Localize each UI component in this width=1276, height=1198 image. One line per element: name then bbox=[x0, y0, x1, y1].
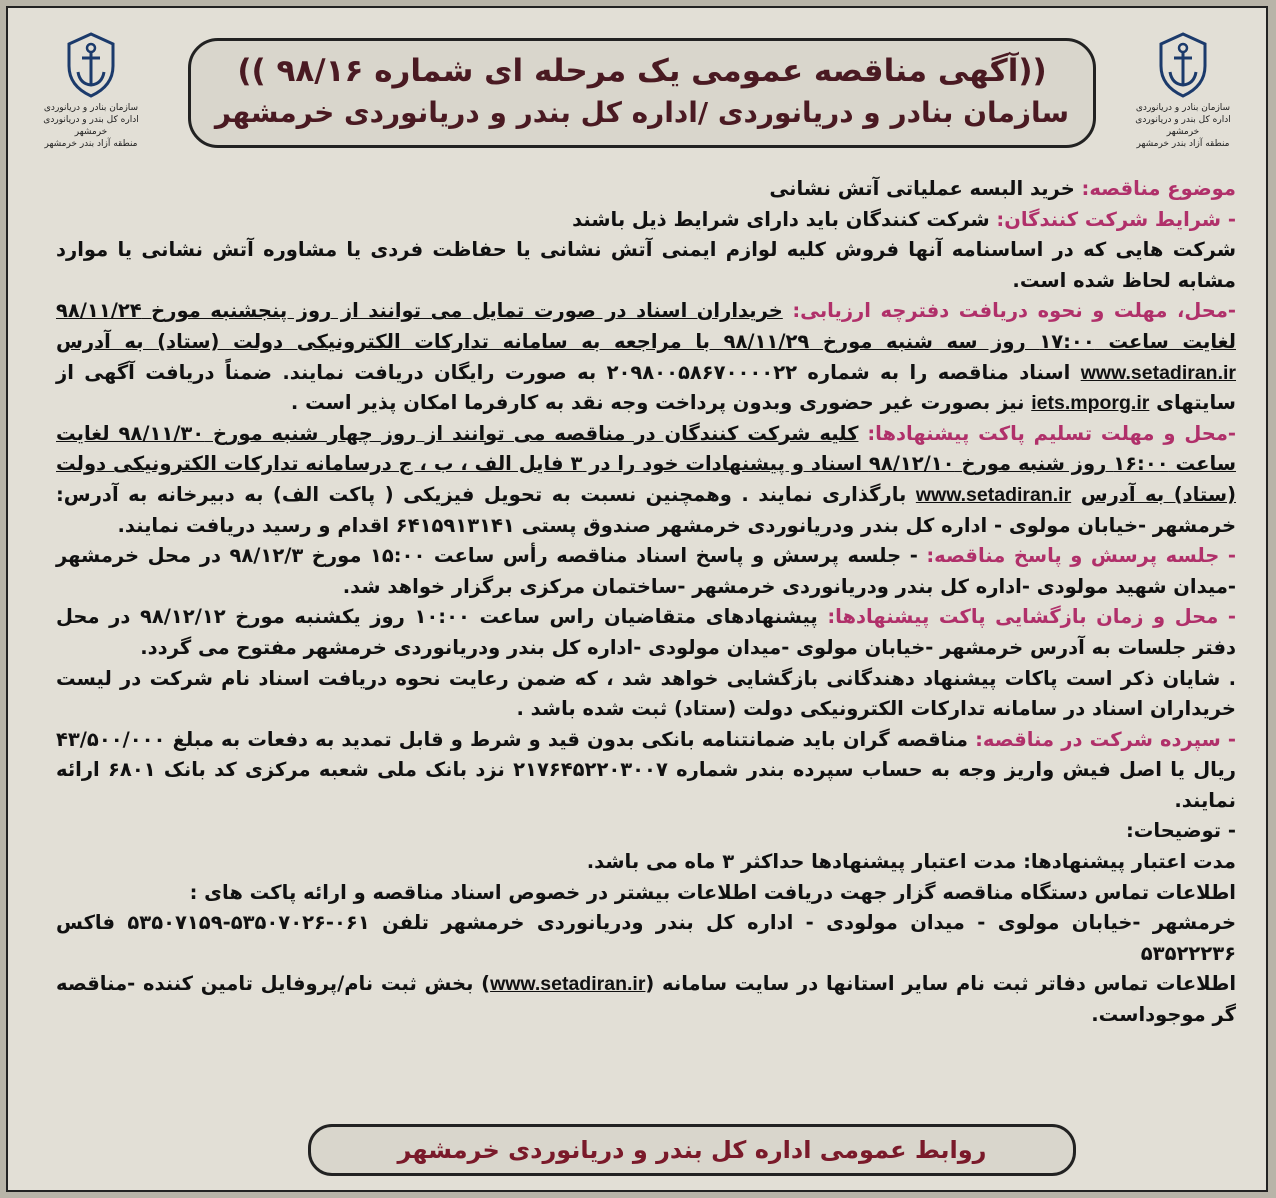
opening-paragraph bbox=[56, 602, 1236, 663]
page-subtitle: سازمان بنادر و دریانوردی /اداره کل بندر و دریانوردی خرمشهر bbox=[214, 96, 1070, 129]
website-link[interactable]: iets.mporg.ir bbox=[1031, 392, 1150, 415]
section-text: شرکت کنندگان باید دارای شرایط ذیل باشند bbox=[572, 207, 990, 231]
footer-text: روابط عمومی اداره کل بندر و دریانوردی خرمشهر bbox=[397, 1136, 987, 1164]
section-label: موضوع مناقصه: bbox=[1081, 177, 1236, 200]
website-link[interactable]: www.setadiran.ir bbox=[915, 483, 1072, 506]
logo-right bbox=[1118, 30, 1248, 150]
footer-box bbox=[308, 1124, 1076, 1176]
logo-caption-line: سازمان بنادر و دریانوردی bbox=[43, 103, 139, 113]
section-text: اسناد مناقصه را به شماره ۲۰۹۸۰۰۵۸۶۷۰۰۰۰۲۲ به صورت رایگان دریافت نمایند. ضمناً دریافت آگهی از سایتهای bbox=[56, 360, 1236, 415]
website-link[interactable]: www.setadiran.ir bbox=[490, 973, 646, 996]
contact-text: خرمشهر -خیابان مولوی - میدان مولودی - اداره کل بندر ودریانوردی خرمشهر تلفن ۰۶۱-۵۳۵۰۷۰۲۶-۵۳۵۰۷۱۵۹ فاکس ۵۳۵۲۲۲۳۶ bbox=[56, 911, 1237, 965]
submission-paragraph bbox=[56, 419, 1236, 541]
logo-caption-line: منطقه آزاد بندر خرمشهر bbox=[1136, 139, 1230, 149]
anchor-emblem-icon bbox=[1153, 30, 1213, 100]
logo-caption bbox=[1118, 102, 1248, 150]
subject-paragraph bbox=[56, 174, 1236, 205]
section-text: بخش ثبت نام/پروفایل تامین کننده -مناقصه گر موجوداست. bbox=[56, 972, 1236, 1027]
logo-caption-line: منطقه آزاد بندر خرمشهر bbox=[44, 139, 138, 149]
logo-caption-line: سازمان بنادر و دریانوردی bbox=[1135, 103, 1231, 113]
notes-label: - توضیحات: bbox=[1125, 819, 1236, 843]
notice-body bbox=[56, 174, 1236, 1031]
opening-note: . شایان ذکر است پاکات پیشنهاد دهندگانی بازگشایی خواهد شد ، که ضمن رعایت نحوه دریافت اسناد نام شرکت در لیست خریداران اسناد در سامانه تدارکات الکترونیکی دولت (ستاد) ثبت شده باشد . bbox=[56, 666, 1236, 721]
anchor-emblem-icon bbox=[61, 30, 121, 100]
documents-paragraph bbox=[56, 296, 1236, 418]
title-box bbox=[188, 38, 1096, 148]
section-text: بارگذاری نمایند . وهمچنین نسبت به تحویل فیزیکی ( پاکت الف) به دبیرخانه به آدرس: خرمشهر -خیابان مولوی - اداره کل بندر ودریانوردی خرمشهر صندوق پستی ۶۴۱۵۹۱۳۱۴۱ اقدام و رسید دریافت نمایند. bbox=[56, 482, 1236, 537]
deposit-paragraph bbox=[56, 725, 1236, 817]
section-text: نیز بصورت غیر حضوری وبدون پرداخت وجه نقد به کارفرما امکان پذیر است . bbox=[290, 391, 1025, 415]
logo-caption-line: اداره کل بندر و دریانوردی خرمشهر bbox=[43, 115, 139, 137]
website-link[interactable]: www.setadiran.ir bbox=[1080, 361, 1237, 384]
section-label: - جلسه پرسش و پاسخ مناقصه: bbox=[926, 544, 1236, 568]
conditions-paragraph bbox=[56, 205, 1236, 236]
section-text: خرید البسه عملیاتی آتش نشانی bbox=[769, 177, 1075, 200]
section-text: خریداران اسناد در صورت تمایل می توانند از روز پنجشنبه مورخ ۹۸/۱۱/۲۴ لغایت ساعت ۱۷:۰۰ روز سه شنبه مورخ ۹۸/۱۱/۲۹ با مراجعه به سامانه تدارکات الکترونیکی دولت (ستاد) به آدرس bbox=[56, 299, 1236, 353]
section-label: -محل و مهلت تسلیم پاکت پیشنهادها: bbox=[867, 421, 1237, 445]
logo-caption bbox=[26, 102, 156, 150]
section-label: - شرایط شرکت کنندگان: bbox=[996, 207, 1236, 231]
registry-paragraph: اطلاعات تماس دفاتر ثبت نام سایر استانها در سایت سامانه (www.setadiran.ir) بخش ثبت نام/پروفایل تامین کننده -مناقصه گر موجوداست. bbox=[56, 972, 1237, 1027]
section-text: اطلاعات تماس دفاتر ثبت نام سایر استانها در سایت سامانه bbox=[662, 972, 1237, 996]
section-label: -محل، مهلت و نحوه دریافت دفترچه ارزیابی: bbox=[792, 299, 1236, 323]
qa-paragraph bbox=[56, 541, 1236, 602]
section-text: پیشنهادهای متقاضیان راس ساعت ۱۰:۰۰ روز یکشنبه مورخ ۹۸/۱۲/۱۲ در محل دفتر جلسات به آدرس خرمشهر -خیابان مولوی -میدان مولودی -اداره کل بندر ودریانوردی خرمشهر مفتوح می گردد. bbox=[56, 605, 1236, 659]
tender-notice bbox=[6, 6, 1268, 1192]
logo-caption-line: اداره کل بندر و دریانوردی خرمشهر bbox=[1135, 115, 1231, 137]
section-text: کلیه شرکت کنندگان در مناقصه می توانند از روز چهار شنبه مورخ ۹۸/۱۱/۳۰ لغایت ساعت ۱۶:۰۰ روز شنبه مورخ ۹۸/۱۲/۱۰ اسناد و پیشنهادات خود را در ۳ فایل الف ، ب ، ج درسامانه تدارکات الکترونیکی دولت (ستاد) به آدرس bbox=[56, 421, 1236, 506]
page-title: ((آگهی مناقصه عمومی یک مرحله ای شماره ۹۸/۱۶ )) bbox=[237, 53, 1047, 89]
section-text: - جلسه پرسش و پاسخ اسناد مناقصه رأس ساعت ۱۵:۰۰ مورخ ۹۸/۱۲/۳ در محل خرمشهر -میدان شهید مولودی -اداره کل بندر ودریانوردی خرمشهر -ساختمان مرکزی برگزار خواهد شد. bbox=[56, 544, 1236, 598]
section-text: مناقصه گران باید ضمانتنامه بانکی بدون قید و شرط و قابل تمدید به دفعات به مبلغ ۴۳/۵۰۰/۰۰۰ ریال یا اصل فیش واریز وجه به حساب سپرده بندر شماره ۲۱۷۶۴۵۲۲۰۳۰۰۷ نزد بانک ملی شعبه مرکزی کد بانک ۶۸۰۱ ارائه نمایند. bbox=[56, 727, 1236, 812]
contact-intro: اطلاعات تماس دستگاه مناقصه گزار جهت دریافت اطلاعات بیشتر در خصوص اسناد مناقصه و ارائه پاکت های : bbox=[189, 880, 1236, 904]
logo-left bbox=[26, 30, 156, 150]
conditions-detail: شرکت هایی که در اساسنامه آنها فروش کلیه لوازم ایمنی آتش نشانی یا حفاظت فردی یا مشاوره آتش نشانی یا موارد مشابه لحاظ شده است. bbox=[56, 238, 1236, 292]
section-label: - محل و زمان بازگشایی پاکت پیشنهادها: bbox=[827, 605, 1236, 629]
section-label: - سپرده شرکت در مناقصه: bbox=[975, 727, 1237, 751]
validity-text: مدت اعتبار پیشنهادها: مدت اعتبار پیشنهادها حداکثر ۳ ماه می باشد. bbox=[586, 850, 1236, 874]
